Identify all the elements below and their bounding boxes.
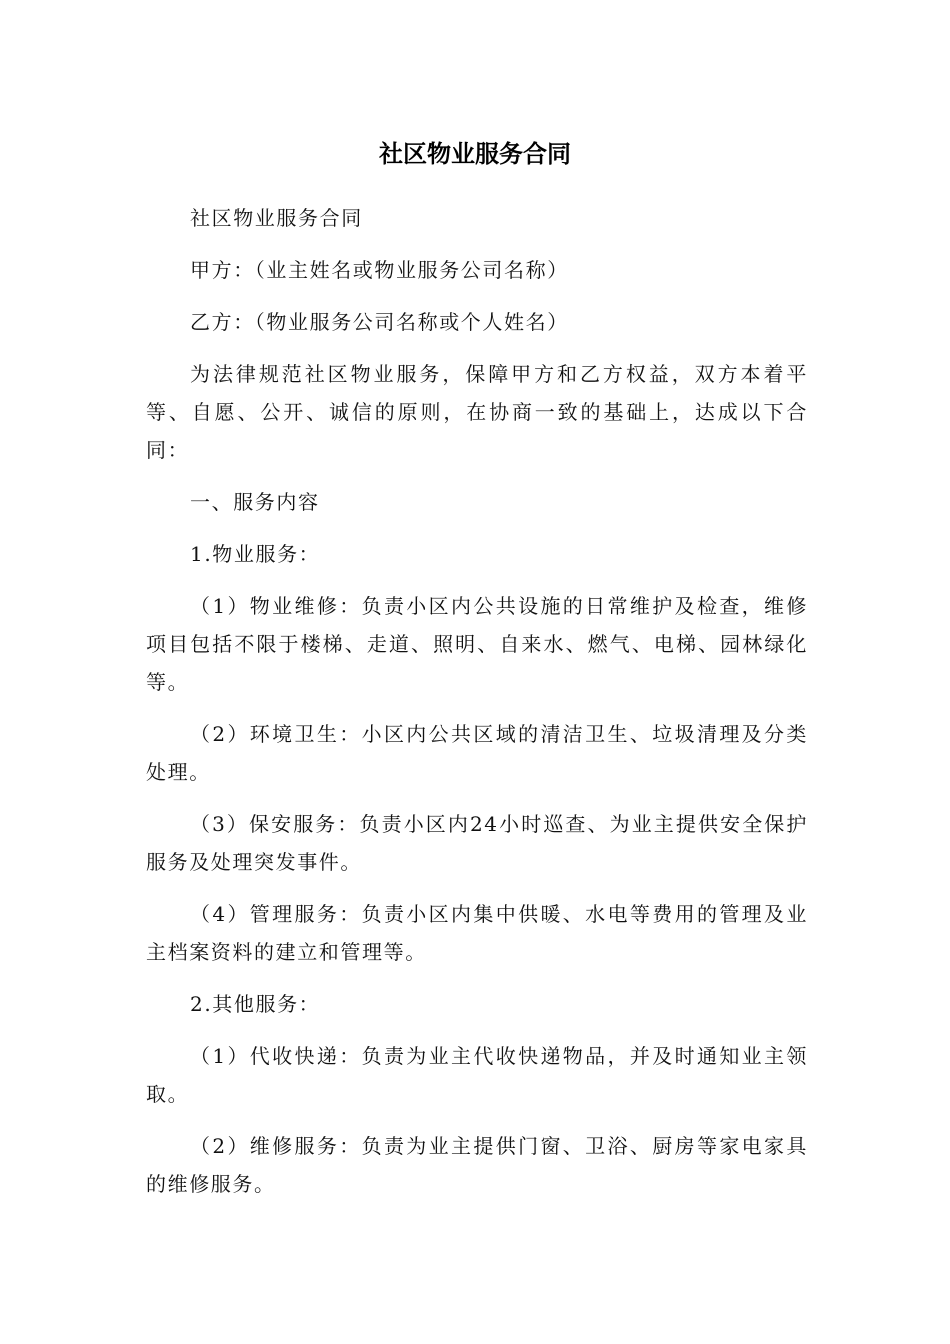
item-repair-service: （2）维修服务：负责为业主提供门窗、卫浴、厨房等家电家具的维修服务。	[146, 1134, 808, 1196]
paragraph-party-a: 甲方：（业主姓名或物业服务公司名称）	[190, 258, 569, 282]
section-heading-service-content: 一、服务内容	[190, 490, 320, 514]
item-environmental-sanitation: （2）环境卫生：小区内公共区域的清洁卫生、垃圾清理及分类处理。	[146, 722, 808, 784]
item-parcel-collection: （1）代收快递：负责为业主代收快递物品，并及时通知业主领取。	[146, 1044, 808, 1106]
item-security-service: （3）保安服务：负责小区内24小时巡查、为业主提供安全保护服务及处理突发事件。	[146, 812, 808, 874]
paragraph-party-b: 乙方：（物业服务公司名称或个人姓名）	[190, 310, 569, 334]
paragraph-preamble: 为法律规范社区物业服务，保障甲方和乙方权益，双方本着平等、自愿、公开、诚信的原则，在协商一致的基础上，达成以下合同：	[146, 362, 808, 462]
paragraph-heading-repeat: 社区物业服务合同	[190, 206, 363, 230]
document-body	[146, 199, 808, 1217]
item-management-service: （4）管理服务：负责小区内集中供暖、水电等费用的管理及业主档案资料的建立和管理等。	[146, 902, 808, 964]
subsection-property-service: 1.物业服务：	[190, 542, 321, 566]
item-property-maintenance: （1）物业维修：负责小区内公共设施的日常维护及检查，维修项目包括不限于楼梯、走道、照明、自来水、燃气、电梯、园林绿化等。	[146, 594, 808, 694]
document-title: 社区物业服务合同	[379, 140, 571, 168]
subsection-other-services: 2.其他服务：	[190, 992, 321, 1016]
